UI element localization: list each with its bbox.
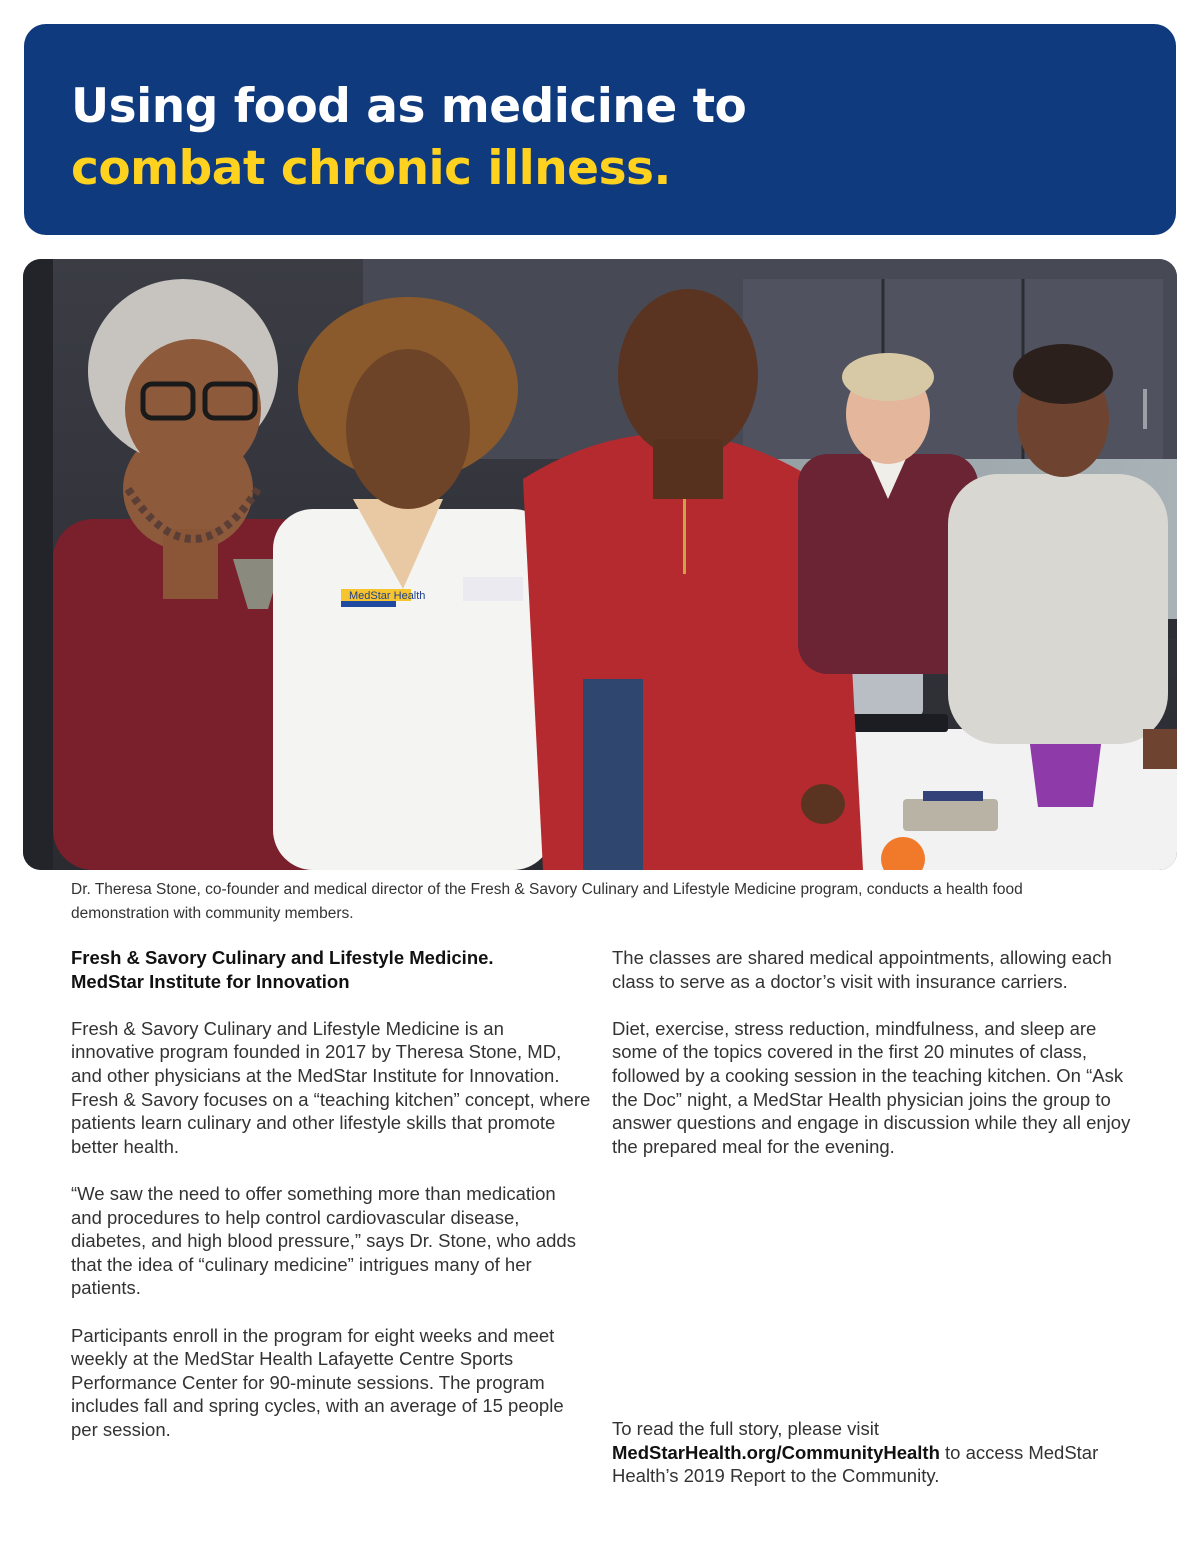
article-heading-line-2: MedStar Institute for Innovation [71,970,350,992]
right-paragraph-2: Diet, exercise, stress reduction, mindfulness, and sleep are some of the topics covered in the first 20 minutes of class, followed by a cooking session in the teaching kitchen. On “Ask the Doc” night, a MedStar Health physician joins the group to answer questions and engage in discussion while they all enjoy the prepared meal for the evening. [612,1017,1131,1157]
title-line-1: Using food as medicine to [71,79,747,134]
left-paragraph-3: Participants enroll in the program for eight weeks and meet weekly at the MedStar Health Lafayette Centre Sports Performance Center for 90-minute sessions. The program includes fall and spring cycles, with an average of 15 people per session. [71,1324,564,1440]
page-title [71,76,746,200]
article-heading-line-1: Fresh & Savory Culinary and Lifestyle Medicine. [71,947,494,968]
left-paragraph-2: “We saw the need to offer something more than medication and procedures to help control cardiovascular disease, diabetes, and high blood pressure,” says Dr. Stone, who adds that the idea of “culinary medicine” intrigues many of her patients. [71,1182,576,1299]
kitchen-group-photo [23,259,1177,870]
closing-note [612,1417,1142,1488]
coat-logo-text: MedStar Health [349,590,426,602]
closing-suffix: to access MedStar Health’s 2019 Report to the Community. [612,1441,1099,1487]
title-line-2: combat chronic illness. [71,141,671,196]
photo-caption: Dr. Theresa Stone, co-founder and medical director of the Fresh & Savory Culinary and Lifestyle Medicine program, conducts a health food demonstration with community members. [71,881,1023,922]
closing-prefix: To read the full story, please visit [612,1418,880,1439]
right-column [612,946,1142,1182]
left-column [71,946,591,1465]
article-heading [71,946,591,993]
title-banner [24,24,1176,235]
left-paragraph-1: Fresh & Savory Culinary and Lifestyle Medicine is an innovative program founded in 2017 by Theresa Stone, MD, and other physicians at the MedStar Institute for Innovation. Fresh & Savory focuses on a “teaching kitchen” concept, where patients learn culinary and other lifestyle skills that promote better health. [71,1017,591,1157]
right-paragraph-1: The classes are shared medical appointments, allowing each class to serve as a doctor’s visit with insurance carriers. [612,947,1112,992]
community-health-link[interactable]: MedStarHealth.org/CommunityHealth [612,1441,940,1463]
